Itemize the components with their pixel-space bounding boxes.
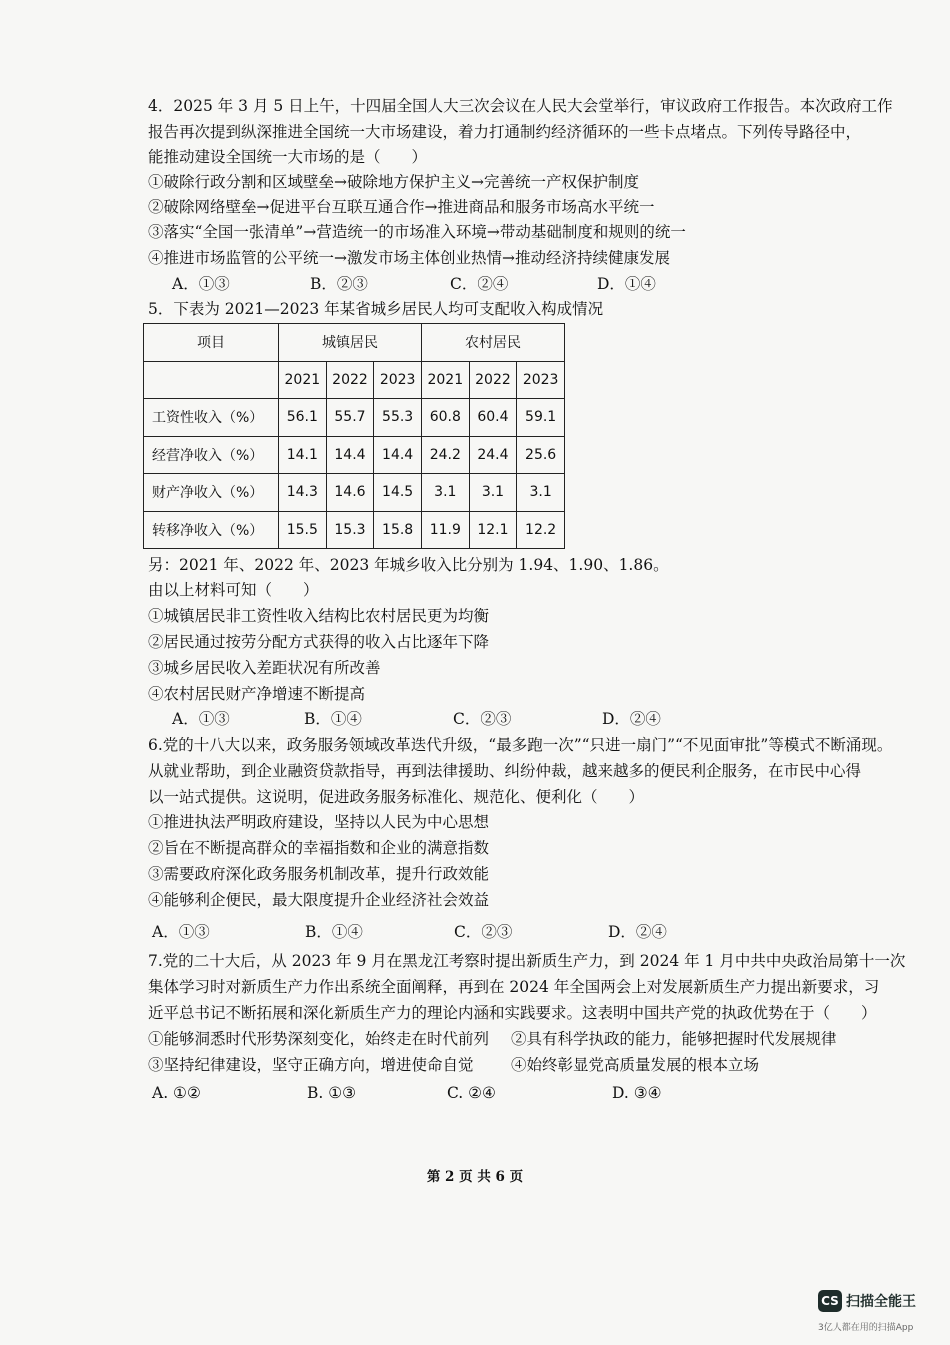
q5-option-c: C．②③ — [453, 710, 512, 728]
q6-option-a: A．①③ — [152, 923, 210, 941]
table-cell: 3.1 — [469, 474, 517, 512]
table-header-urban: 城镇居民 — [279, 324, 422, 362]
table-row — [144, 436, 565, 474]
q7-option-d: D. ③④ — [612, 1084, 662, 1102]
table-cell: 55.3 — [374, 399, 422, 437]
q4-option-d: D．①④ — [597, 275, 656, 293]
q5-title: 5．下表为 2021—2023 年某省城乡居民人均可支配收入构成情况 — [148, 300, 604, 318]
q7-option-a: A. ①② — [152, 1084, 201, 1102]
q6-line-3: 以一站式提供。这说明，促进政务服务标准化、规范化、便利化（ ） — [148, 788, 645, 806]
row-label: 工资性收入（%） — [144, 399, 279, 437]
q4-line-3: 能推动建设全国统一大市场的是（ ） — [148, 148, 428, 166]
q4-option-b: B．②③ — [310, 275, 368, 293]
q4-option-c: C．②④ — [450, 275, 509, 293]
table-year: 2021 — [279, 361, 327, 399]
table-cell: 14.4 — [326, 436, 374, 474]
q6-option-d: D．②④ — [608, 923, 667, 941]
q6-option-c: C．②③ — [454, 923, 513, 941]
q7-option-b: B. ①③ — [307, 1084, 357, 1102]
watermark-name: 扫描全能王 — [846, 1294, 916, 1310]
q5-stem: 由以上材料可知（ ） — [148, 581, 319, 599]
table-year: 2023 — [374, 361, 422, 399]
q7-option-c: C. ②④ — [447, 1084, 496, 1102]
table-header-item: 项目 — [144, 324, 279, 362]
table-cell: 3.1 — [421, 474, 469, 512]
table-header-blank — [144, 361, 279, 399]
q7-line-3: 近平总书记不断拓展和深化新质生产力的理论内涵和实践要求。这表明中国共产党的执政优势在于（ ） — [148, 1004, 877, 1022]
q4-line-1: 4．2025 年 3 月 5 日上午，十四届全国人大三次会议在人民大会堂举行，审议政府工作报告。本次政府工作 — [148, 97, 893, 115]
table-cell: 59.1 — [517, 399, 565, 437]
table-cell: 3.1 — [517, 474, 565, 512]
q6-item-2: ②旨在不断提高群众的幸福指数和企业的满意指数 — [148, 839, 490, 857]
q7-line-1: 7.党的二十大后，从 2023 年 9 月在黑龙江考察时提出新质生产力，到 2024 年 1 月中共中央政治局第十一次 — [148, 952, 906, 970]
table-row — [144, 474, 565, 512]
table-cell: 15.3 — [326, 511, 374, 549]
table-year: 2021 — [421, 361, 469, 399]
table-cell: 24.4 — [469, 436, 517, 474]
q7-item-1: ①能够洞悉时代形势深刻变化，始终走在时代前列 — [148, 1030, 490, 1048]
q7-item-3: ③坚持纪律建设，坚守正确方向，增进使命自觉 — [148, 1056, 474, 1074]
q7-item-4: ④始终彰显党高质量发展的根本立场 — [511, 1056, 760, 1074]
table-cell: 14.4 — [374, 436, 422, 474]
table-cell: 60.4 — [469, 399, 517, 437]
q5-option-d: D．②④ — [602, 710, 661, 728]
q5-item-2: ②居民通过按劳分配方式获得的收入占比逐年下降 — [148, 633, 490, 651]
table-cell: 15.8 — [374, 511, 422, 549]
table-year: 2022 — [469, 361, 517, 399]
q7-item-2: ②具有科学执政的能力，能够把握时代发展规律 — [511, 1030, 837, 1048]
table-year: 2023 — [517, 361, 565, 399]
table-header-rural: 农村居民 — [421, 324, 564, 362]
table-cell: 14.5 — [374, 474, 422, 512]
table-row — [144, 511, 565, 549]
table-year: 2022 — [326, 361, 374, 399]
q4-item-2: ②破除网络壁垒→促进平台互联互通合作→推进商品和服务市场高水平统一 — [148, 198, 655, 216]
q5-option-a: A．①③ — [172, 710, 230, 728]
q6-item-1: ①推进执法严明政府建设，坚持以人民为中心思想 — [148, 813, 490, 831]
q5-option-b: B．①④ — [304, 710, 362, 728]
watermark-tagline: 3亿人都在用的扫描App — [818, 1323, 914, 1333]
table-cell: 15.5 — [279, 511, 327, 549]
q6-item-3: ③需要政府深化政务服务机制改革，提升行政效能 — [148, 865, 490, 883]
q4-option-a: A．①③ — [172, 275, 230, 293]
q7-line-2: 集体学习时对新质生产力作出系统全面阐释，再到在 2024 年全国两会上对发展新质生产力提出新要求，习 — [148, 978, 880, 996]
row-label: 经营净收入（%） — [144, 436, 279, 474]
table-cell: 25.6 — [517, 436, 565, 474]
q5-note: 另：2021 年、2022 年、2023 年城乡收入比分别为 1.94、1.90、1.86。 — [148, 556, 669, 574]
table-cell: 12.2 — [517, 511, 565, 549]
table-cell: 14.1 — [279, 436, 327, 474]
camscanner-logo-icon: CS — [818, 1290, 842, 1312]
q4-item-1: ①破除行政分割和区域壁垒→破除地方保护主义→完善统一产权保护制度 — [148, 173, 639, 191]
q6-line-2: 从就业帮助，到企业融资贷款指导，再到法律援助、纠纷仲裁，越来越多的便民利企服务，在市民中心得 — [148, 762, 862, 780]
page-footer: 第 2 页 共 6 页 — [426, 1169, 524, 1185]
income-table — [143, 323, 565, 549]
table-cell: 14.6 — [326, 474, 374, 512]
table-cell: 24.2 — [421, 436, 469, 474]
table-cell: 14.3 — [279, 474, 327, 512]
q4-line-2: 报告再次提到纵深推进全国统一大市场建设，着力打通制约经济循环的一些卡点堵点。下列传导路径中， — [148, 123, 862, 141]
table-row — [144, 399, 565, 437]
table-cell: 60.8 — [421, 399, 469, 437]
q6-line-1: 6.党的十八大以来，政务服务领域改革迭代升级，“最多跑一次”“只进一扇门”“不见面审批”等模式不断涌现。 — [148, 736, 893, 754]
q5-item-1: ①城镇居民非工资性收入结构比农村居民更为均衡 — [148, 607, 490, 625]
table-cell: 55.7 — [326, 399, 374, 437]
q4-item-4: ④推进市场监管的公平统一→激发市场主体创业热情→推动经济持续健康发展 — [148, 249, 670, 267]
q5-item-4: ④农村居民财产净增速不断提高 — [148, 685, 366, 703]
row-label: 转移净收入（%） — [144, 511, 279, 549]
row-label: 财产净收入（%） — [144, 474, 279, 512]
table-cell: 12.1 — [469, 511, 517, 549]
q6-option-b: B．①④ — [305, 923, 363, 941]
q5-item-3: ③城乡居民收入差距状况有所改善 — [148, 659, 381, 677]
table-cell: 11.9 — [421, 511, 469, 549]
q4-item-3: ③落实“全国一张清单”→营造统一的市场准入环境→带动基础制度和规则的统一 — [148, 223, 686, 241]
q6-item-4: ④能够利企便民，最大限度提升企业经济社会效益 — [148, 891, 490, 909]
table-cell: 56.1 — [279, 399, 327, 437]
